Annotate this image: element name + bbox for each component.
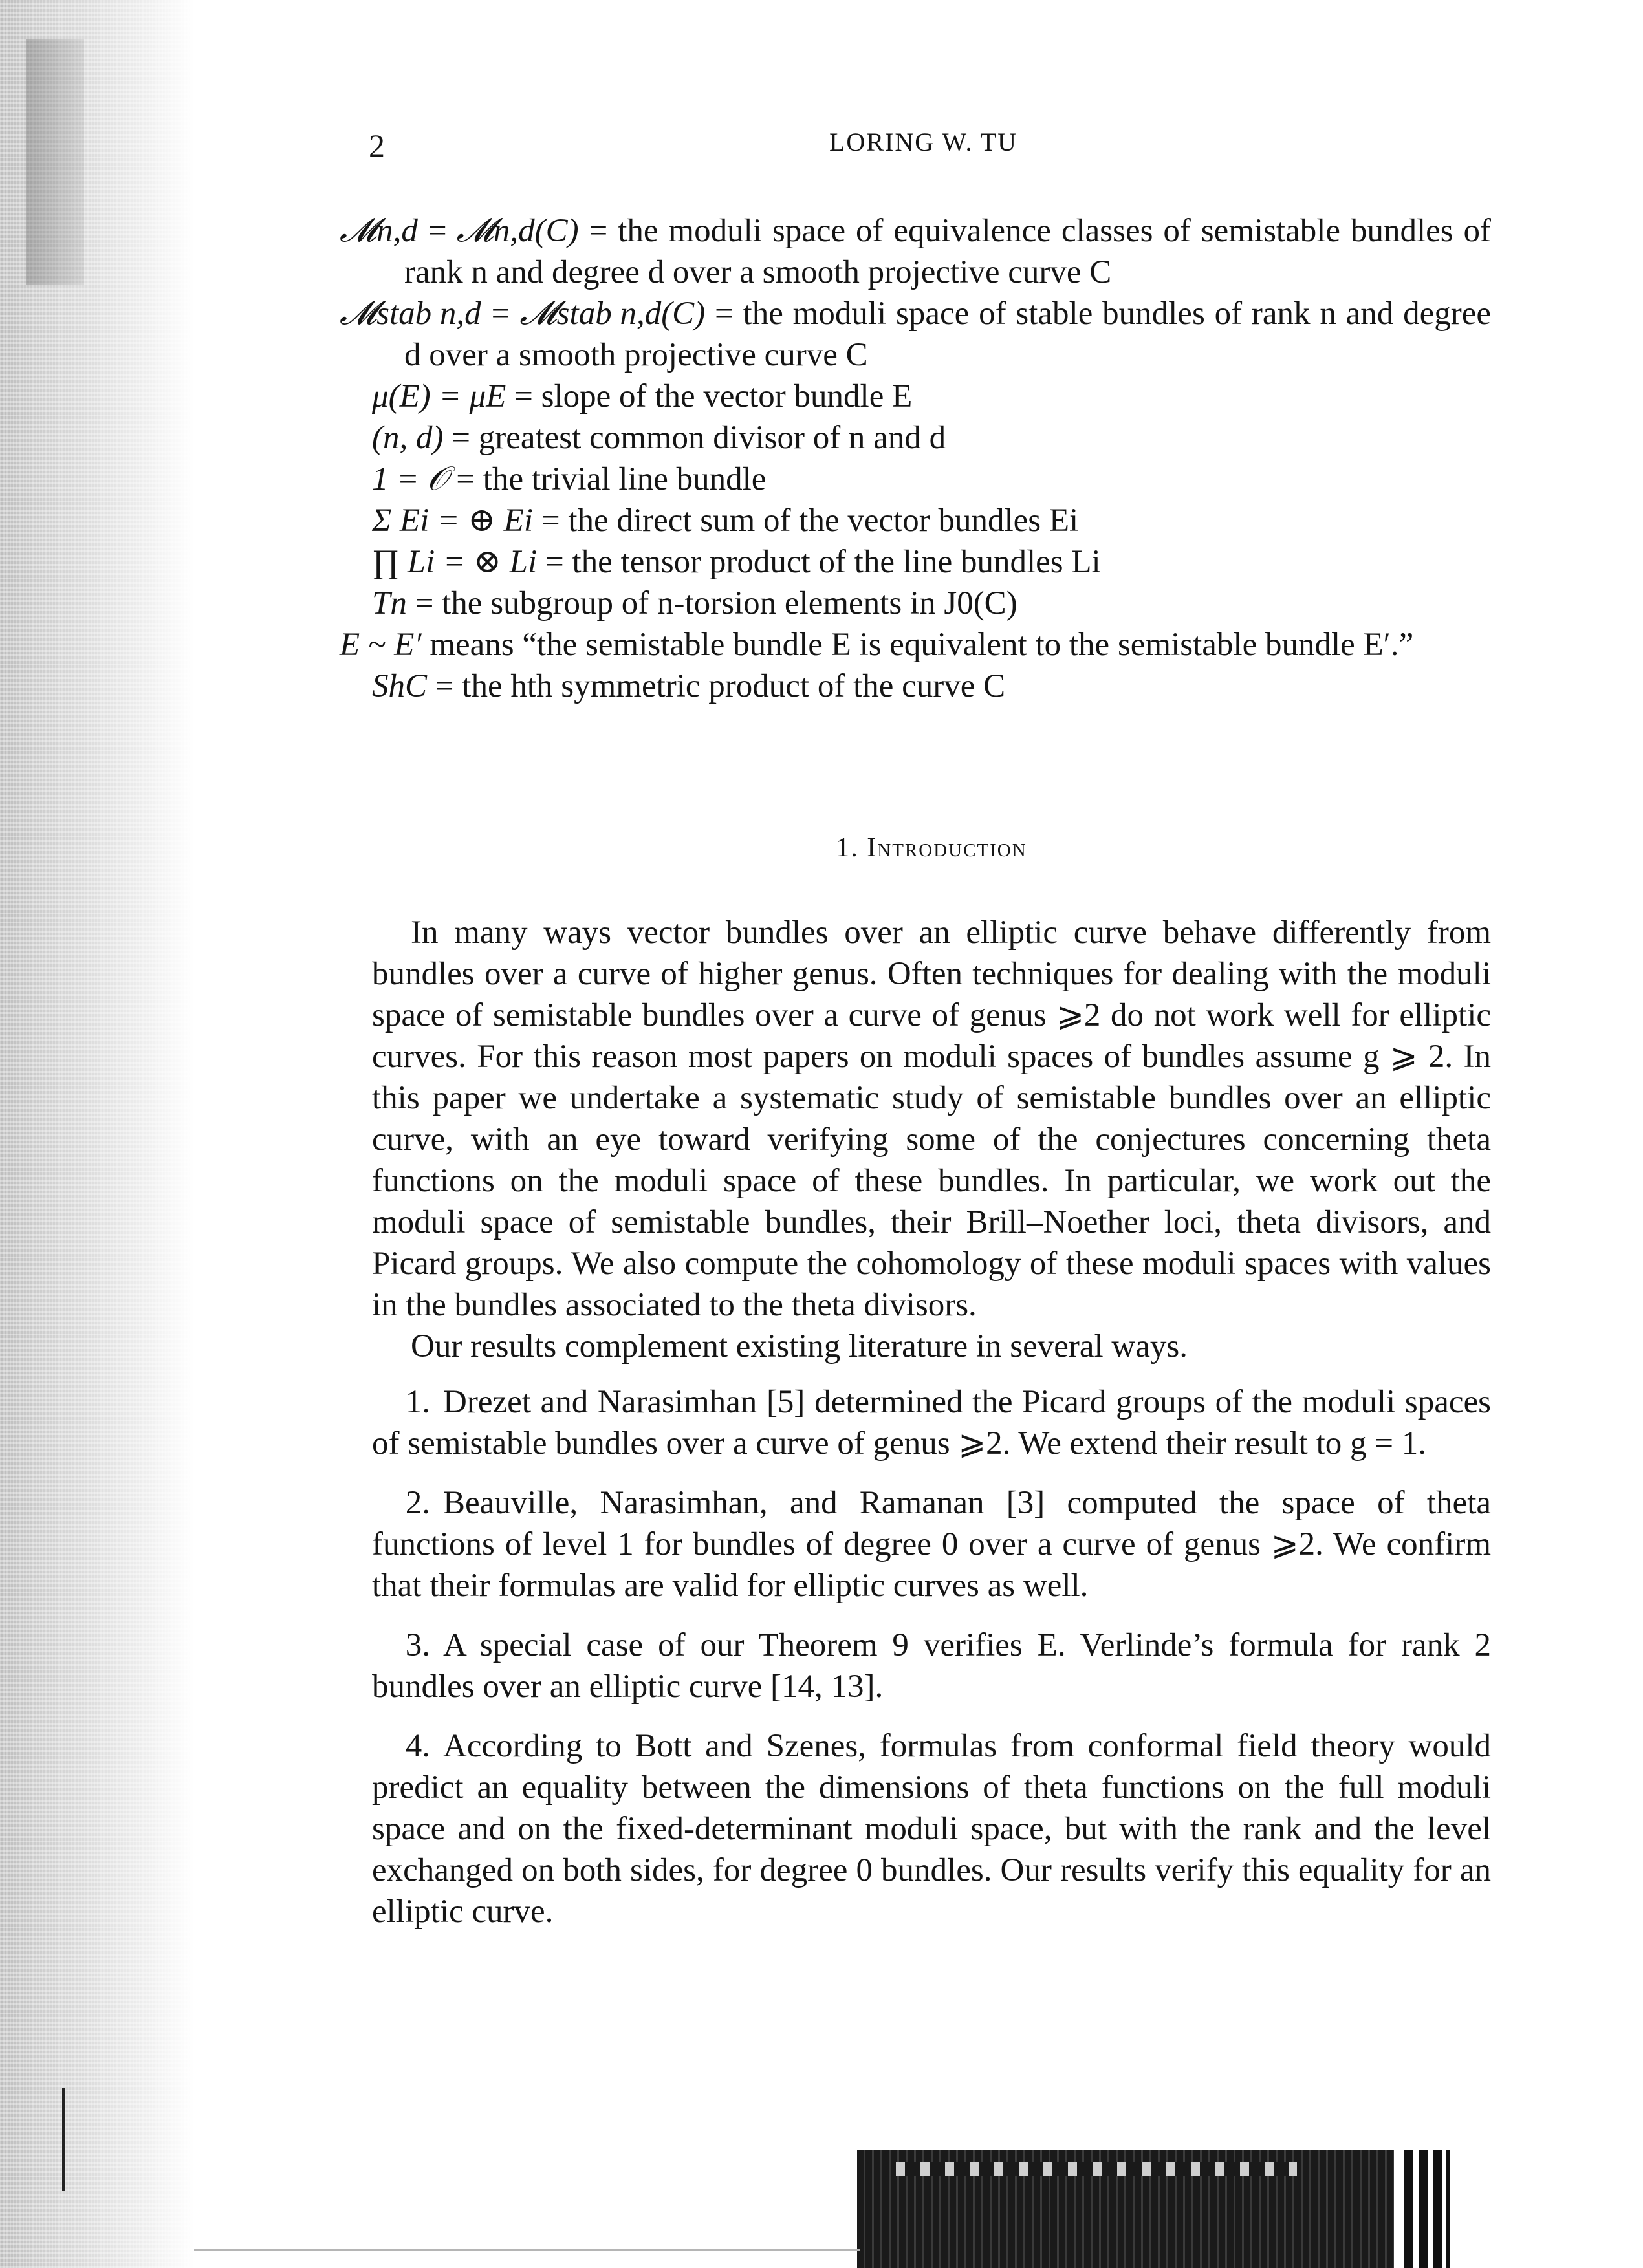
notation-entry: [372, 541, 1491, 583]
scan-bottom-rule: [194, 2249, 860, 2251]
item-number: 2.: [405, 1485, 430, 1521]
scan-barcode: [857, 2150, 1452, 2268]
contribution-item: [372, 1381, 1491, 1464]
item-text: According to Bott and Szenes, formulas from conformal field theory would predict an equality between the dimensions of theta functions on the full moduli space and on the fixed-determinant moduli space, but with the rank and the level exchanged on both sides, for degree 0 bundles. Our results verify this equality for an elliptic curve.: [372, 1728, 1491, 1930]
notation-entry: [340, 293, 1491, 376]
notation-symbol: 1 = 𝒪: [372, 461, 448, 497]
scan-edge-mark: [62, 2088, 65, 2191]
notation-entry: [372, 500, 1491, 541]
contribution-item: [372, 1625, 1491, 1707]
notation-symbol: Σ Ei = ⊕ Ei: [372, 502, 534, 539]
notation-definition: = the trivial line bundle: [448, 461, 767, 497]
notation-entry: [340, 624, 1491, 665]
notation-definition: = the direct sum of the vector bundles Ei: [533, 502, 1079, 539]
notation-symbol: μ(E) = μE: [372, 378, 506, 415]
item-number: 1.: [405, 1384, 430, 1420]
scan-binding-darkening: [26, 39, 84, 285]
introduction-body: [372, 912, 1491, 1950]
page-number: 2: [369, 127, 385, 164]
notation-symbol: 𝓜n,d = 𝓜n,d(C): [340, 213, 579, 249]
item-text: Drezet and Narasimhan [5] determined the Picard groups of the moduli spaces of semistable bundles over a curve of genus ⩾2. We extend their result to g = 1.: [372, 1384, 1491, 1462]
item-number: 4.: [405, 1728, 430, 1764]
intro-paragraph: In many ways vector bundles over an elliptic curve behave differently from bundles over a curve of higher genus. Often techniques for dealing with the moduli space of semistable bundles over a curve of genus ⩾2 do not work well for elliptic curves. For this reason most papers on moduli spaces of bundles assume g ⩾ 2. In this paper we undertake a systematic study of semistable bundles over an elliptic curve, with an eye toward verifying some of the conjectures concerning theta functions on the moduli space of these bundles. In particular, we work out the moduli space of semistable bundles, their Brill–Noether loci, theta divisors, and Picard groups. We also compute the cohomology of these moduli spaces with values in the bundles associated to the theta divisors.: [372, 914, 1491, 1323]
running-head-author: LORING W. TU: [829, 127, 1018, 157]
intro-paragraph: Our results complement existing literature in several ways.: [411, 1328, 1188, 1365]
contribution-item: [372, 1725, 1491, 1932]
notation-definition: = the subgroup of n-torsion elements in J0(C): [406, 585, 1017, 621]
notation-entry: [372, 376, 1491, 417]
barcode-bar: [1404, 2150, 1413, 2268]
notation-definition: = the tensor product of the line bundles Li: [537, 544, 1101, 580]
notation-symbol: ∏ Li = ⊗ Li: [372, 544, 538, 580]
notation-entry: [372, 665, 1491, 707]
item-text: Beauville, Narasimhan, and Ramanan [3] computed the space of theta functions of level 1 for bundles of degree 0 over a curve of genus ⩾2. We confirm that their formulas are valid for elliptic curves as well.: [372, 1485, 1491, 1604]
notation-definition: = the moduli space of stable bundles of rank n and degree d over a smooth projective curve C: [404, 296, 1491, 373]
notation-definition: = greatest common divisor of n and d: [443, 420, 946, 456]
notation-entry: [340, 210, 1491, 293]
item-number: 3.: [405, 1627, 430, 1663]
notation-symbol: ShC: [372, 668, 428, 704]
barcode-bar: [1419, 2150, 1428, 2268]
scan-binding-shadow: [0, 0, 194, 2268]
contribution-item: [372, 1482, 1491, 1606]
barcode-bar: [1433, 2150, 1442, 2268]
notation-symbol: Tn: [372, 585, 407, 621]
notation-symbol: (n, d): [372, 420, 444, 456]
notation-definition: = the moduli space of equivalence classes of semistable bundles of rank n and degree d over a smooth projective curve C: [404, 213, 1491, 290]
section-heading: 1. Introduction: [836, 833, 1027, 863]
notation-definition: = slope of the vector bundle E: [506, 378, 913, 415]
notation-list: [340, 210, 1491, 707]
notation-entry: [372, 417, 1491, 459]
notation-entry: [372, 459, 1491, 500]
notation-symbol: 𝓜stab n,d = 𝓜stab n,d(C): [340, 296, 706, 332]
item-text: A special case of our Theorem 9 verifies E. Verlinde’s formula for rank 2 bundles over an elliptic curve [14, 13].: [372, 1627, 1491, 1705]
barcode-block: [857, 2150, 1394, 2268]
barcode-bar: [1446, 2150, 1450, 2268]
contribution-list: [372, 1381, 1491, 1932]
notation-definition: = the hth symmetric product of the curve C: [427, 668, 1006, 704]
notation-definition: means “the semistable bundle E is equivalent to the semistable bundle E′.”: [421, 627, 1414, 663]
notation-entry: [372, 583, 1491, 624]
notation-symbol: E ~ E′: [340, 627, 422, 663]
